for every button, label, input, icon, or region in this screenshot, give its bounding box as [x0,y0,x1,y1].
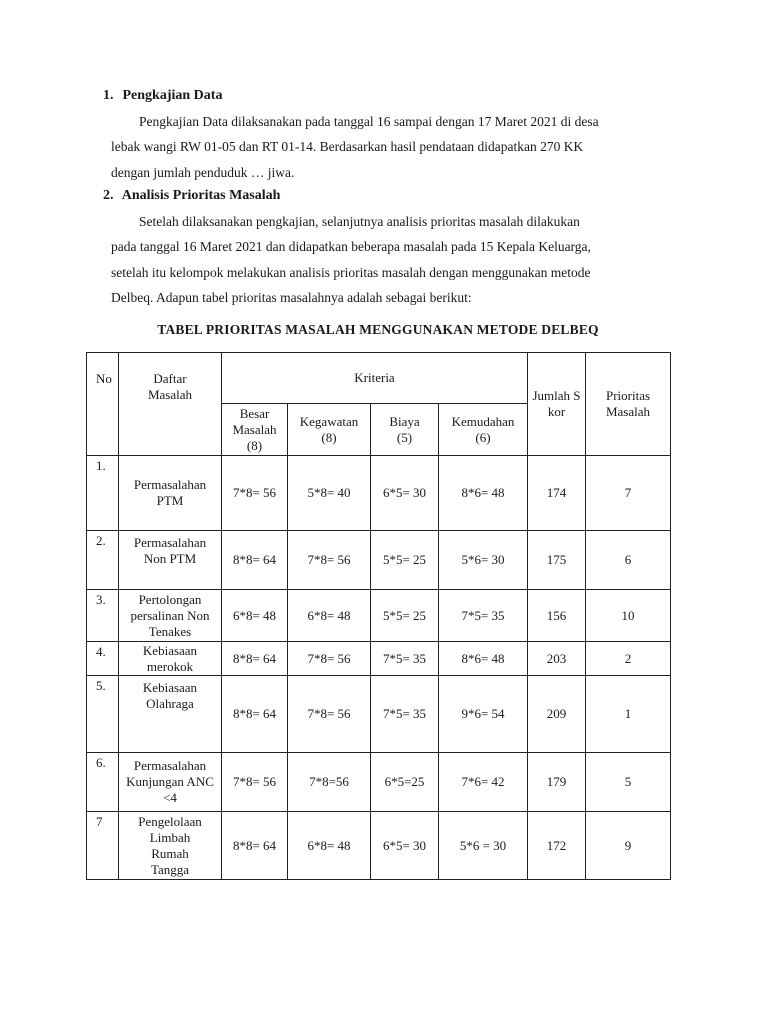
table-row [87,642,671,676]
row-besar: 8*8= 64 [222,531,288,590]
priority-table [86,352,671,880]
header-no: No [87,353,119,456]
row-besar: 6*8= 48 [222,590,288,642]
header-biaya-label: Biaya (5) [389,413,420,445]
row-besar: 8*8= 64 [222,812,288,880]
table-row [87,590,671,642]
paragraph-line: setelah itu kelompok melakukan analisis prioritas masalah dengan menggunakan metode [111,264,591,280]
row-biaya: 7*5= 35 [371,676,439,753]
table-header-row [87,353,671,404]
section-heading-pengkajian [103,88,222,104]
header-kemudahan-label: Kemudahan (6) [451,413,515,445]
row-prioritas: 1 [586,676,671,753]
row-kemudahan: 7*5= 35 [439,590,528,642]
row-masalah-text: Permasalahan Kunjungan ANC <4 [126,758,214,805]
table-row [87,753,671,812]
table-row [87,676,671,753]
header-kegawatan [288,404,371,456]
row-besar: 8*8= 64 [222,642,288,676]
row-biaya: 6*5=25 [371,753,439,812]
row-no: 3. [87,590,119,642]
paragraph-analisis [111,209,671,311]
row-kemudahan: 7*6= 42 [439,753,528,812]
row-no: 7 [87,812,119,880]
table-row [87,812,671,880]
paragraph-line: Setelah dilaksanakan pengkajian, selanjutnya analisis prioritas masalah dilakukan [139,214,580,229]
row-jumlah: 172 [528,812,586,880]
row-no: 5. [87,676,119,753]
row-biaya: 5*5= 25 [371,590,439,642]
paragraph-pengkajian [111,109,671,185]
section-heading-analisis [103,188,280,204]
paragraph-line: dengan jumlah penduduk … jiwa. [111,164,295,180]
row-no: 1. [87,456,119,531]
header-biaya [371,404,439,456]
row-kegawatan: 7*8= 56 [288,642,371,676]
row-biaya: 6*5= 30 [371,456,439,531]
row-kegawatan: 7*8=56 [288,753,371,812]
row-kegawatan: 6*8= 48 [288,590,371,642]
paragraph-line: Pengkajian Data dilaksanakan pada tanggal 16 sampai dengan 17 Maret 2021 di desa [139,114,599,129]
row-jumlah: 175 [528,531,586,590]
row-prioritas: 6 [586,531,671,590]
paragraph-line: Delbeq. Adapun tabel prioritas masalahnya adalah sebagai berikut: [111,290,472,306]
row-kegawatan: 5*8= 40 [288,456,371,531]
row-masalah [119,753,222,812]
row-masalah-text: Permasalahan PTM [133,477,207,508]
header-jumlah-skor [528,353,586,456]
header-jumlah-skor-label: Jumlah Skor [532,388,581,419]
row-masalah-text: Permasalahan Non PTM [133,535,207,566]
header-prioritas-label: Prioritas Masalah [605,388,651,419]
header-besar-masalah [222,404,288,456]
row-masalah [119,812,222,880]
header-prioritas [586,353,671,456]
row-no: 2. [87,531,119,590]
row-kemudahan: 5*6 = 30 [439,812,528,880]
table-title: TABEL PRIORITAS MASALAH MENGGUNAKAN METODE DELBEQ [157,322,599,337]
row-masalah [119,456,222,531]
row-masalah [119,642,222,676]
section-number: 1. [103,88,114,103]
row-besar: 8*8= 64 [222,676,288,753]
paragraph-line: pada tanggal 16 Maret 2021 dan didapatkan beberapa masalah pada 15 Kepala Keluarga, [111,239,591,255]
row-biaya: 6*5= 30 [371,812,439,880]
row-jumlah: 179 [528,753,586,812]
row-jumlah: 203 [528,642,586,676]
row-biaya: 5*5= 25 [371,531,439,590]
row-kegawatan: 6*8= 48 [288,812,371,880]
row-prioritas: 7 [586,456,671,531]
row-masalah [119,590,222,642]
row-masalah-text: Pengelolaan Limbah Rumah Tangga [138,813,202,877]
row-jumlah: 209 [528,676,586,753]
header-kriteria: Kriteria [222,353,528,404]
row-kemudahan: 5*6= 30 [439,531,528,590]
row-masalah-text: Pertolongan persalinan Non Tenakes [130,591,210,639]
row-besar: 7*8= 56 [222,753,288,812]
section-title: Analisis Prioritas Masalah [121,188,281,203]
row-masalah [119,676,222,753]
row-masalah [119,531,222,590]
paragraph-line: lebak wangi RW 01-05 dan RT 01-14. Berdasarkan hasil pendataan didapatkan 270 KK [111,139,584,155]
table-row [87,456,671,531]
row-kegawatan: 7*8= 56 [288,531,371,590]
row-biaya: 7*5= 35 [371,642,439,676]
table-row [87,531,671,590]
row-besar: 7*8= 56 [222,456,288,531]
row-masalah-text: Kebiasaan Olahraga [142,680,198,711]
row-kemudahan: 8*6= 48 [439,456,528,531]
section-number: 2. [103,188,114,203]
header-daftar-masalah-label: Daftar Masalah [147,371,193,402]
section-title: Pengkajian Data [122,88,223,103]
row-jumlah: 174 [528,456,586,531]
row-prioritas: 5 [586,753,671,812]
row-kegawatan: 7*8= 56 [288,676,371,753]
header-kegawatan-label: Kegawatan (8) [299,413,359,445]
row-kemudahan: 9*6= 54 [439,676,528,753]
row-no: 6. [87,753,119,812]
row-no: 4. [87,642,119,676]
row-masalah-text: Kebiasaan merokok [142,642,198,674]
header-daftar-masalah [119,353,222,456]
row-prioritas: 9 [586,812,671,880]
header-kemudahan [439,404,528,456]
header-besar-masalah-label: Besar Masalah (8) [232,405,277,453]
row-jumlah: 156 [528,590,586,642]
row-kemudahan: 8*6= 48 [439,642,528,676]
row-prioritas: 2 [586,642,671,676]
row-prioritas: 10 [586,590,671,642]
